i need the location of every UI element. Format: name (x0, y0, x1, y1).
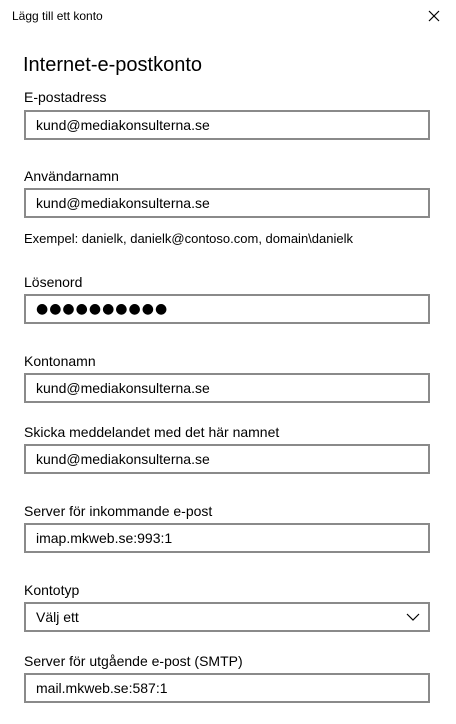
window-title: Lägg till ett konto (12, 9, 103, 23)
send-name-field-box (24, 444, 430, 474)
email-field-box (24, 110, 430, 140)
account-type-select[interactable] (24, 602, 430, 632)
outgoing-server-field-box (24, 673, 430, 703)
chevron-down-icon (406, 611, 420, 623)
close-button[interactable] (416, 0, 452, 32)
close-icon (428, 10, 440, 22)
title-bar (0, 0, 456, 32)
password-label: Lösenord (24, 274, 83, 290)
account-name-field-box (24, 373, 430, 403)
username-label: Användarnamn (24, 168, 119, 184)
outgoing-server-label: Server för utgående e-post (SMTP) (24, 653, 243, 669)
username-field-box (24, 188, 430, 218)
account-type-selected: Välj ett (36, 609, 79, 625)
send-name-field[interactable] (36, 451, 428, 467)
incoming-server-field[interactable] (36, 530, 428, 546)
password-field[interactable] (24, 294, 430, 324)
email-label: E-postadress (24, 89, 107, 105)
username-field[interactable] (36, 195, 428, 211)
account-name-label: Kontonamn (24, 353, 96, 369)
send-name-label: Skicka meddelandet med det här namnet (24, 424, 280, 440)
incoming-server-label: Server för inkommande e-post (24, 503, 213, 519)
email-field[interactable] (36, 117, 428, 133)
incoming-server-field-box (24, 523, 430, 553)
account-type-label: Kontotyp (24, 582, 80, 598)
outgoing-server-field[interactable] (36, 680, 428, 696)
page-title: Internet-e-postkonto (23, 54, 202, 76)
account-name-field[interactable] (36, 380, 428, 396)
password-masked-value: ●●●●●●●●●● (36, 301, 169, 317)
username-hint: Exempel: danielk, danielk@contoso.com, domain\danielk (24, 231, 353, 246)
